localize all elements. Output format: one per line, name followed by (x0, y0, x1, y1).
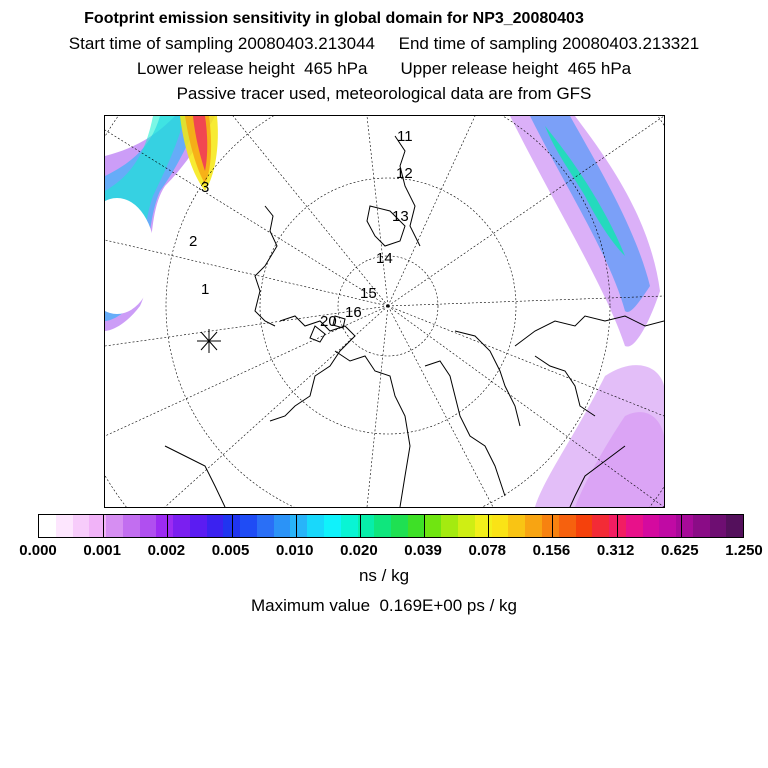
colorbar-segment (626, 515, 643, 537)
colorbar-divider (167, 515, 168, 537)
traj-label-20: 20 (320, 313, 337, 330)
colorbar-divider (360, 515, 361, 537)
map-svg (105, 116, 664, 507)
colorbar-segment (274, 515, 291, 537)
colorbar-segment (643, 515, 660, 537)
colorbar-divider (552, 515, 553, 537)
colorbar-tick-label: 0.312 (596, 542, 635, 559)
colorbar-segment (726, 515, 743, 537)
title-line-3: Lower release height 465 hPa Upper release height 465 hPa (136, 59, 632, 78)
colorbar-divider (296, 515, 297, 537)
colorbar-segment (106, 515, 123, 537)
colorbar-divider (232, 515, 233, 537)
colorbar-segment (190, 515, 207, 537)
colorbar-segment (542, 515, 559, 537)
traj-label-3: 3 (201, 179, 210, 196)
colorbar-segment (508, 515, 525, 537)
colorbar-segment (676, 515, 693, 537)
colorbar-divider (681, 515, 682, 537)
colorbar-segment (173, 515, 190, 537)
colorbar-segment (492, 515, 509, 537)
colorbar (38, 514, 744, 538)
colorbar-tick-label: 0.039 (404, 542, 442, 559)
colorbar-divider (103, 515, 104, 537)
traj-label-13: 13 (392, 208, 409, 225)
colorbar-segment (341, 515, 358, 537)
figure-title (0, 6, 768, 106)
colorbar-tick-label: 0.020 (340, 542, 378, 559)
colorbar-segment (39, 515, 56, 537)
colorbar-segment (693, 515, 710, 537)
title-line-4: Passive tracer used, meteorological data are from GFS (176, 84, 592, 103)
colorbar-tick-label: 0.078 (468, 542, 507, 559)
sensitivity-field (105, 116, 664, 507)
footprint-map (104, 115, 665, 508)
colorbar-segment (123, 515, 140, 537)
traj-label-14: 14 (376, 250, 393, 267)
colorbar-tick-label: 0.000 (19, 542, 57, 559)
title-line-1: Footprint emission sensitivity in global domain for NP3_20080403 (84, 10, 584, 27)
colorbar-tick-label: 0.625 (661, 542, 699, 559)
colorbar-tick-label: 0.010 (275, 542, 314, 559)
colorbar-segment (659, 515, 676, 537)
colorbar-segment (458, 515, 475, 537)
traj-label-12: 12 (396, 165, 413, 182)
colorbar-segment (391, 515, 408, 537)
maximum-value: Maximum value 0.169E+00 ps / kg (251, 596, 517, 615)
colorbar-tick-label: 0.002 (147, 542, 186, 559)
traj-label-16: 16 (345, 304, 362, 321)
colorbar-tick-label: 0.156 (532, 542, 571, 559)
colorbar-units: ns / kg (358, 566, 410, 585)
trajectory-labels (189, 128, 413, 330)
colorbar-segment (374, 515, 391, 537)
colorbar-segment (257, 515, 274, 537)
colorbar-segment (290, 515, 307, 537)
colorbar-tick-label: 1.250 (725, 542, 763, 559)
colorbar-tick-label: 0.005 (211, 542, 250, 559)
colorbar-segment (408, 515, 425, 537)
colorbar-tick-label: 0.001 (83, 542, 121, 559)
colorbar-segment (592, 515, 609, 537)
colorbar-segment (156, 515, 173, 537)
colorbar-segment (525, 515, 542, 537)
traj-label-1: 1 (201, 281, 210, 298)
colorbar-divider (617, 515, 618, 537)
colorbar-segment (73, 515, 90, 537)
colorbar-segment (425, 515, 442, 537)
traj-label-11: 11 (397, 128, 413, 145)
colorbar-segment (240, 515, 257, 537)
colorbar-segment (207, 515, 224, 537)
colorbar-divider (488, 515, 489, 537)
traj-label-15: 15 (360, 285, 377, 302)
colorbar-segment (576, 515, 593, 537)
colorbar-tick-labels (0, 542, 768, 562)
colorbar-segment (324, 515, 341, 537)
colorbar-segment (307, 515, 324, 537)
colorbar-divider (424, 515, 425, 537)
colorbar-segment (559, 515, 576, 537)
colorbar-segment (710, 515, 727, 537)
colorbar-segment (441, 515, 458, 537)
title-line-2: Start time of sampling 20080403.213044 End time of sampling 20080403.213321 (68, 34, 700, 53)
colorbar-segment (56, 515, 73, 537)
colorbar-segment (140, 515, 157, 537)
traj-label-2: 2 (189, 233, 198, 250)
